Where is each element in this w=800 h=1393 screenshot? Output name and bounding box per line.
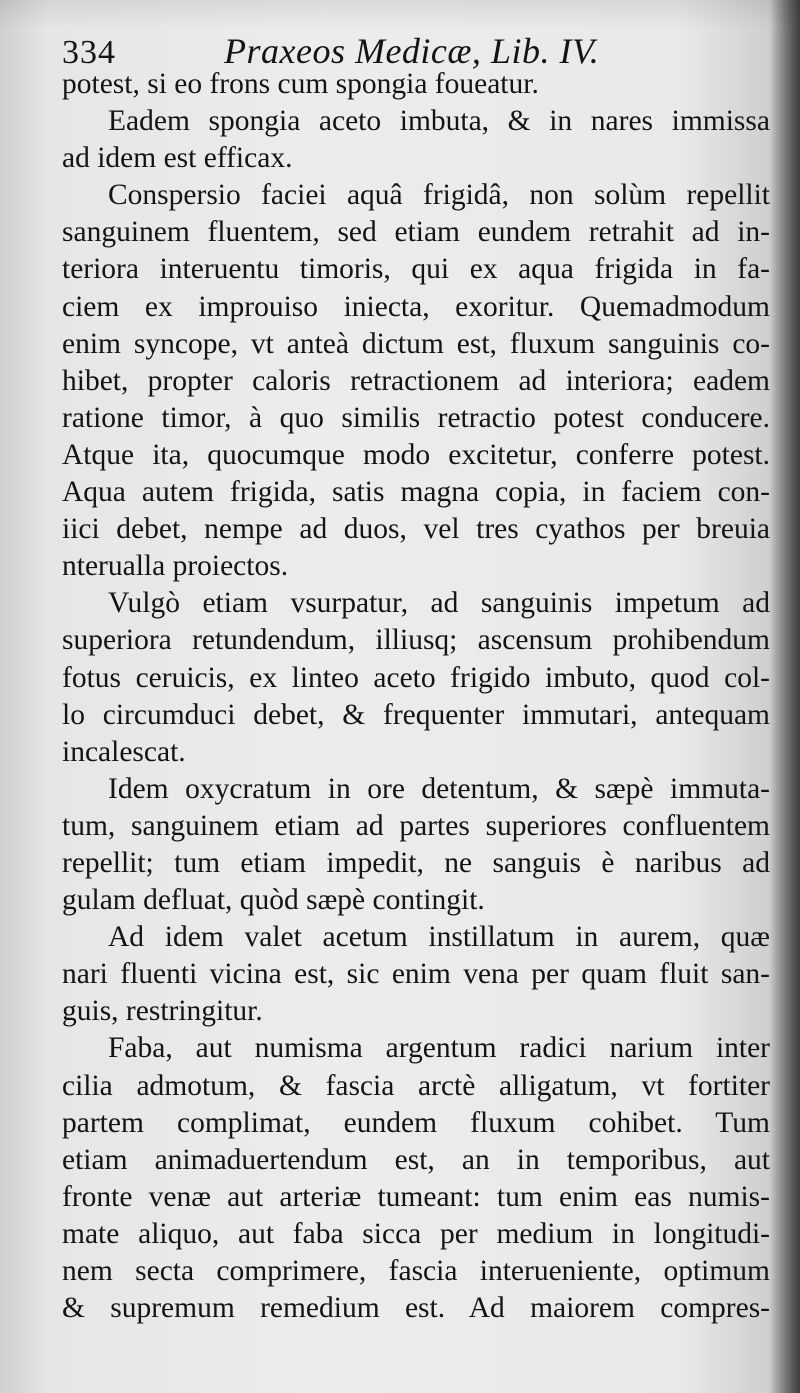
text-line: & supremum remedium est. Ad maiorem compres-: [62, 1292, 770, 1325]
text-line: enim syncope, vt anteà dictum est, fluxum sanguinis co-: [62, 327, 770, 360]
text-line: fronte venæ aut arteriæ tumeant: tum enim eas numis-: [62, 1180, 770, 1213]
text-line: sanguinem fluentem, sed etiam eundem retrahit ad in-: [62, 216, 770, 249]
text-line: gulam defluat, quòd sæpè contingit.: [62, 884, 485, 917]
text-line: Vulgò etiam vsurpatur, ad sanguinis impetum ad: [108, 587, 770, 620]
text-line: nari fluenti vicina est, sic enim vena per quam fluit san-: [62, 958, 770, 991]
text-line: Conspersio faciei aquâ frigidâ, non solùm repellit: [108, 179, 770, 212]
text-line: Ad idem valet acetum instillatum in aurem, quæ: [108, 921, 770, 954]
text-line: tum, sanguinem etiam ad partes superiores confluentem: [62, 809, 770, 842]
text-line: ciem ex improuiso iniecta, exoritur. Quemadmodum: [62, 290, 770, 323]
text-line: incalescat.: [62, 735, 186, 768]
text-line: Idem oxycratum in ore detentum, & sæpè immuta-: [108, 772, 770, 805]
text-line: teriora interuentu timoris, qui ex aqua frigida in fa-: [62, 253, 770, 286]
text-line: Faba, aut numisma argentum radici narium inter: [108, 1032, 770, 1065]
page-number: 334: [62, 34, 116, 71]
text-line: lo circumduci debet, & frequenter immutari, antequam: [62, 698, 770, 731]
text-line: guis, restringitur.: [62, 995, 263, 1028]
text-line: potest, si eo frons cum spongia foueatur.: [62, 68, 539, 100]
text-line: partem complimat, eundem fluxum cohibet. Tum: [62, 1106, 770, 1139]
text-line: ratione timor, à quo similis retractio potest conducere.: [62, 401, 770, 434]
book-spine-shadow: [770, 0, 800, 1393]
running-head: Praxeos Medicæ, Lib. IV.: [224, 31, 600, 71]
text-line: superiora retundendum, illiusq; ascensum prohibendum: [62, 624, 770, 657]
text-line: Eadem spongia aceto imbuta, & in nares immissa: [108, 105, 770, 138]
body-text: [62, 66, 770, 1386]
text-line: nem secta comprimere, fascia interueniente, optimum: [62, 1255, 770, 1287]
text-line: ad idem est efficax.: [62, 142, 293, 175]
text-line: Atque ita, quocumque modo excitetur, conferre potest.: [62, 438, 770, 471]
text-line: cilia admotum, & fascia arctè alligatum, vt fortiter: [62, 1069, 770, 1102]
text-line: Aqua autem frigida, satis magna copia, in faciem con-: [62, 476, 770, 509]
text-line: iici debet, nempe ad duos, vel tres cyathos per breuia: [62, 513, 770, 546]
text-line: fotus ceruicis, ex linteo aceto frigido imbuto, quod col-: [62, 661, 770, 694]
text-line: etiam animaduertendum est, an in temporibus, aut: [62, 1143, 770, 1176]
text-line: hibet, propter caloris retractionem ad interiora; eadem: [62, 364, 770, 397]
text-line: mate aliquo, aut faba sicca per medium in longitudi-: [62, 1217, 770, 1250]
text-line: nterualla proiectos.: [62, 550, 289, 583]
text-line: repellit; tum etiam impedit, ne sanguis è naribus ad: [62, 846, 770, 879]
